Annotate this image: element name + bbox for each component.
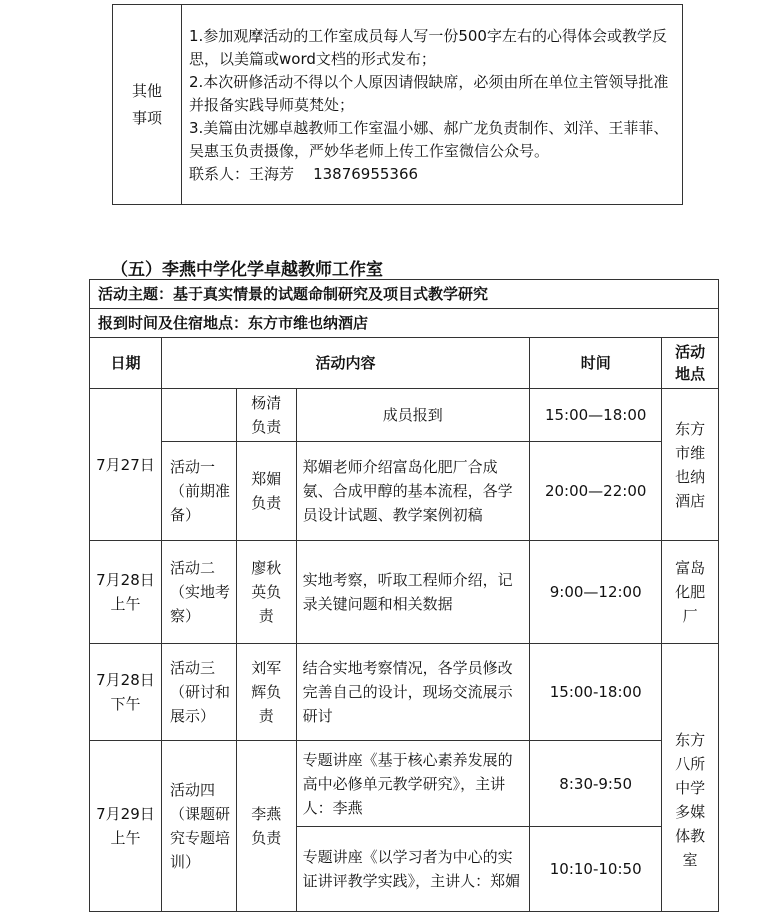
activity-cell: 活动三（研讨和展示）	[161, 644, 236, 741]
venue-cell: 富岛化肥厂	[662, 541, 719, 644]
other-matters-body	[182, 5, 683, 205]
other-matters-label: 其他事项	[113, 5, 182, 205]
time-cell: 8:30-9:50	[530, 741, 662, 827]
header-content: 活动内容	[161, 338, 529, 389]
other-matters-table	[112, 4, 683, 205]
date-cell: 7月28日下午	[90, 644, 162, 741]
contact-line: 联系人：王海芳 13876955366	[189, 164, 419, 183]
content-cell: 结合实地考察情况，各学员修改完善自己的设计，现场交流展示研讨	[296, 644, 529, 741]
activity-cell: 活动四（课题研究专题培训）	[161, 741, 236, 912]
header-venue: 活动地点	[662, 338, 719, 389]
date-cell: 7月28日上午	[90, 541, 162, 644]
person-cell: 李燕负责	[236, 741, 296, 912]
time-cell: 15:00-18:00	[530, 644, 662, 741]
time-cell: 9:00—12:00	[530, 541, 662, 644]
other-line-3: 3.美篇由沈娜卓越教师工作室温小娜、郝广龙负责制作、刘洋、王菲菲、吴惠玉负责摄像，严妙华老师上传工作室微信公众号。	[189, 118, 669, 160]
content-cell: 实地考察，听取工程师介绍，记录关键问题和相关数据	[296, 541, 529, 644]
header-time: 时间	[530, 338, 662, 389]
other-line-1: 1.参加观摩活动的工作室成员每人写一份500字左右的心得体会或教学反思，以美篇或word文档的形式发布；	[189, 26, 667, 68]
person-cell: 郑媚负责	[236, 442, 296, 541]
person-cell: 刘军辉负责	[236, 644, 296, 741]
venue-cell: 东方八所中学多媒体教室	[662, 644, 719, 912]
date-cell: 7月27日	[90, 389, 162, 541]
header-date: 日期	[90, 338, 162, 389]
content-cell: 成员报到	[296, 389, 529, 442]
activity-cell: 活动二（实地考察）	[161, 541, 236, 644]
person-cell: 杨清负责	[236, 389, 296, 442]
content-cell: 专题讲座《基于核心素养发展的高中必修单元教学研究》，主讲人：李燕	[296, 741, 529, 827]
checkin-info: 报到时间及住宿地点：东方市维也纳酒店	[90, 309, 719, 338]
time-cell: 20:00—22:00	[530, 442, 662, 541]
other-line-2: 2.本次研修活动不得以个人原因请假缺席，必须由所在单位主管领导批准并报备实践导师莫梵处；	[189, 72, 669, 114]
activity-theme: 活动主题：基于真实情景的试题命制研究及项目式教学研究	[90, 280, 719, 309]
date-cell: 7月29日上午	[90, 741, 162, 912]
content-cell: 郑媚老师介绍富岛化肥厂合成氨、合成甲醇的基本流程，各学员设计试题、教学案例初稿	[296, 442, 529, 541]
section-title: （五）李燕中学化学卓越教师工作室	[111, 260, 383, 280]
time-cell: 10:10-10:50	[530, 827, 662, 912]
venue-cell: 东方市维也纳酒店	[662, 389, 719, 541]
person-cell: 廖秋英负责	[236, 541, 296, 644]
time-cell: 15:00—18:00	[530, 389, 662, 442]
empty-activity-cell	[161, 389, 236, 442]
schedule-table	[89, 279, 719, 912]
content-cell: 专题讲座《以学习者为中心的实证讲评教学实践》，主讲人：郑媚	[296, 827, 529, 912]
activity-cell: 活动一（前期准备）	[161, 442, 236, 541]
